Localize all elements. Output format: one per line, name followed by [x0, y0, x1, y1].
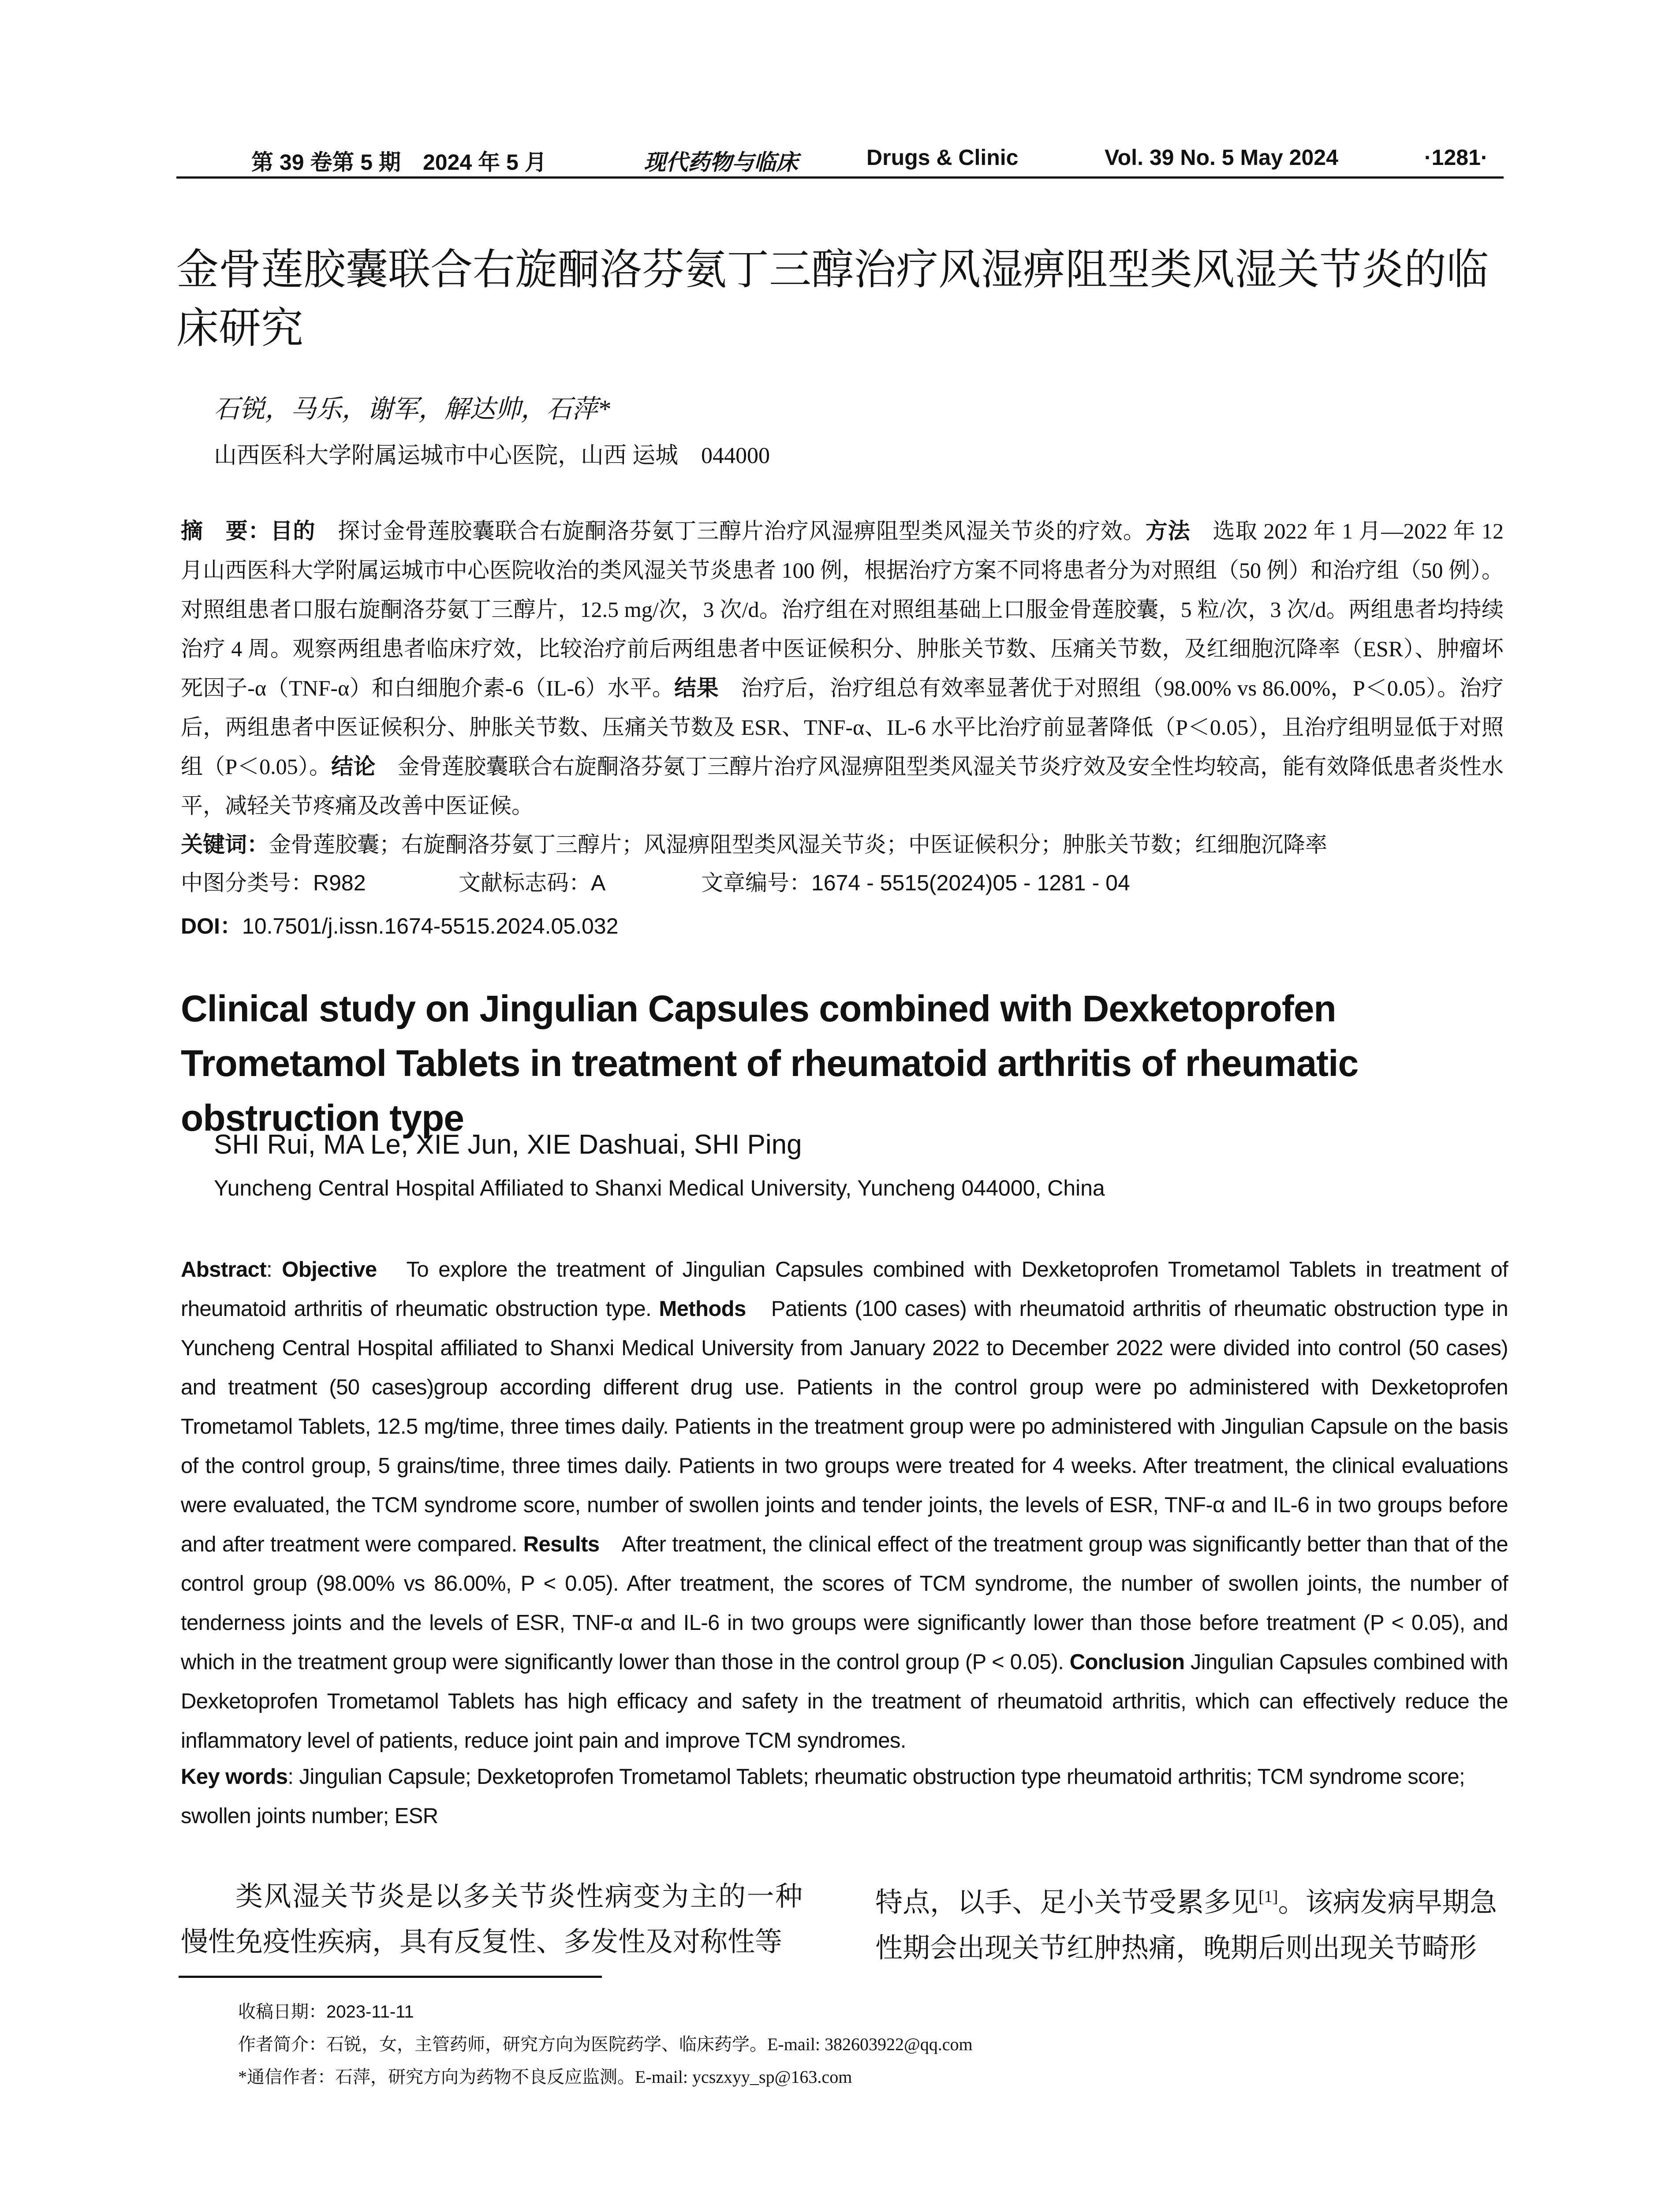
cn-abstract: [181, 512, 1504, 826]
en-abstract-label: Abstract: [181, 1258, 266, 1282]
en-keywords: Key words: Jingulian Capsule; Dexketoprofen Trometamol Tablets; rheumatic obstruction type rheumatoid arthritis; TCM syndrome score; swollen joints number; ESR: [181, 1765, 1465, 1828]
en-objective: To explore the treatment of Jingulian Capsules combined with Dexketoprofen Trometamol Tablets in treatment of rheumatoid arthritis of rheumatic obstruction type.: [181, 1258, 1508, 1321]
article-number: 文章编号：1674 - 5515(2024)05 - 1281 - 04: [701, 871, 1130, 895]
en-abstract: Abstract: Objective To explore the treatment of Jingulian Capsules combined with Dexketoprofen Trometamol Tablets in treatment of rheumatoid arthritis of rheumatic obstruction type. Methods Patients (100 cases) with rheumatoid arthritis of rheumatic obstruction type in Yuncheng Central Hospital affiliated to Shanxi Medical University from January 2022 to December 2022 were divided into control (50 cases) and treatment (50 cases)group according different drug use. Patients in the control group were po administered with Dexketoprofen Trometamol Tablets, 12.5 mg/time, three times daily. Patients in the treatment group were po administered with Jingulian Capsule on the basis of the control group, 5 grains/time, three times daily. Patients in two groups were treated for 4 weeks. After treatment, the clinical evaluations were evaluated, the TCM syndrome score, number of swollen joints and tender joints, the levels of ESR, TNF-α and IL-6 in two groups before and after treatment were compared. Results After treatment, the clinical effect of the treatment group was significantly better than that of the control group (98.00% vs 86.00%, P < 0.05). After treatment, the scores of TCM syndrome, the number of swollen joints, the number of tenderness joints and the levels of ESR, TNF-α and IL-6 in two groups were significantly lower than those before treatment (P < 0.05), and which in the treatment group were significantly lower than those in the control group (P < 0.05). Conclusion Jingulian Capsules combined with Dexketoprofen Trometamol Tablets has high efficacy and safety in the treatment of rheumatoid arthritis, which can effectively reduce the inflammatory level of patients, reduce joint pain and improve TCM syndromes.: [181, 1258, 1508, 1753]
doi-value: 10.7501/j.issn.1674-5515.2024.05.032: [242, 914, 619, 938]
cn-classification: [181, 865, 1504, 896]
en-methods: Patients (100 cases) with rheumatoid arthritis of rheumatic obstruction type in Yuncheng Central Hospital affiliated to Shanxi Medical University from January 2022 to December 2022 were divided into control (50 cases) and treatment (50 cases)group according different drug use. Patients in the control group were po administered with Dexketoprofen Trometamol Tablets, 12.5 mg/time, three times daily. Patients in the treatment group were po administered with Jingulian Capsule on the basis of the control group, 5 grains/time, three times daily. Patients in two groups were treated for 4 weeks. After treatment, the clinical evaluations were evaluated, the TCM syndrome score, number of swollen joints and tender joints, the levels of ESR, TNF-α and IL-6 in two groups before and after treatment were compared.: [181, 1297, 1508, 1556]
en-keywords-label: Key words: [181, 1765, 288, 1789]
en-results: After treatment, the clinical effect of the treatment group was significantly better than that of the control group (98.00% vs 86.00%, P < 0.05). After treatment, the scores of TCM syndrome, the number of swollen joints, the number of tenderness joints and the levels of ESR, TNF-α and IL-6 in two groups were significantly lower than those before treatment (P < 0.05), and which in the treatment group were significantly lower than those in the control group (P < 0.05).: [181, 1532, 1508, 1674]
cn-methods-label: 方法: [1145, 519, 1191, 543]
header-rule: [176, 176, 1504, 179]
footnote-received: 收稿日期：2023-11-11: [238, 2002, 414, 2022]
running-header: [176, 141, 1504, 176]
clc-number: 中图分类号：R982: [181, 871, 366, 895]
cn-abstract-label: 摘 要：目的: [181, 519, 316, 543]
cn-keywords-label: 关键词：: [181, 832, 269, 857]
header-issue-en: Vol. 39 No. 5 May 2024: [1105, 145, 1338, 170]
en-title: Clinical study on Jingulian Capsules combined with Dexketoprofen Trometamol Tablets in treatment of rheumatoid arthritis of rheumatic obstruction type: [181, 988, 1359, 1139]
cn-authors: 石锐，马乐，谢军，解达帅，石萍*: [214, 395, 611, 423]
body-right-text-1: 特点，以手、足小关节受累多见: [875, 1887, 1259, 1918]
footnote-author-bio: 作者简介：石锐，女，主管药师，研究方向为医院药学、临床药学。E-mail: 382603922@qq.com: [238, 2034, 973, 2054]
footnote-corresponding: *通信作者：石萍，研究方向为药物不良反应监测。E-mail: ycszxyy_sp@163.com: [238, 2067, 852, 2087]
en-keywords-text: Jingulian Capsule; Dexketoprofen Trometamol Tablets; rheumatic obstruction type rheumatoid arthritis; TCM syndrome score; swollen joints number; ESR: [181, 1765, 1465, 1828]
doi-label: DOI：: [181, 914, 242, 938]
en-objective-label: Objective: [282, 1258, 377, 1282]
citation-ref[interactable]: [1]: [1258, 1887, 1278, 1906]
en-conclusion: Jingulian Capsules combined with Dexketoprofen Trometamol Tablets has high efficacy and safety in the treatment of rheumatoid arthritis, which can effectively reduce the inflammatory level of patients, reduce joint pain and improve TCM syndromes.: [181, 1650, 1508, 1753]
en-methods-label: Methods: [659, 1297, 746, 1321]
footnote-rule: [179, 1976, 602, 1978]
en-results-label: Results: [523, 1532, 600, 1556]
header-issue-cn: 第 39 卷第 5 期 2024 年 5 月: [251, 150, 547, 175]
body-column-right: [875, 1874, 1497, 1971]
document-code: 文献标志码：A: [459, 871, 606, 895]
cn-title: 金骨莲胶囊联合右旋酮洛芬氨丁三醇治疗风湿痹阻型类风湿关节炎的临床研究: [176, 246, 1489, 352]
cn-results: 治疗后，治疗组总有效率显著优于对照组（98.00% vs 86.00%，P＜0.05）。治疗后，两组患者中医证候积分、肿胀关节数、压痛关节数及 ESR、TNF-α、IL-6 水平比治疗前显著降低（P＜0.05），且治疗组明显低于对照组（P＜0.05）。: [181, 676, 1504, 779]
header-page-number: ·1281·: [1424, 145, 1488, 170]
cn-keywords-text: 金骨莲胶囊；右旋酮洛芬氨丁三醇片；风湿痹阻型类风湿关节炎；中医证候积分；肿胀关节数；红细胞沉降率: [269, 832, 1327, 857]
body-right-text-2: 。该病发病早期急性期会出现关节红肿热痛，晚期后则出现关节畸形: [875, 1887, 1497, 1963]
cn-objective: 探讨金骨莲胶囊联合右旋酮洛芬氨丁三醇片治疗风湿痹阻型类风湿关节炎的疗效。: [315, 519, 1146, 543]
header-journal-en: Drugs & Clinic: [866, 145, 1019, 170]
en-authors: SHI Rui, MA Le, XIE Jun, XIE Dashuai, SHI Ping: [214, 1129, 802, 1160]
en-conclusion-label: Conclusion: [1069, 1650, 1185, 1674]
cn-affiliation: 山西医科大学附属运城市中心医院，山西 运城 044000: [214, 443, 770, 468]
en-affiliation: Yuncheng Central Hospital Affiliated to Shanxi Medical University, Yuncheng 044000, China: [214, 1176, 1105, 1200]
doi: [181, 908, 618, 940]
header-journal-cn: 现代药物与临床: [644, 150, 798, 175]
cn-results-label: 结果: [674, 676, 719, 700]
cn-conclusion: 金骨莲胶囊联合右旋酮洛芬氨丁三醇片治疗风湿痹阻型类风湿关节炎疗效及安全性均较高，能有效降低患者炎性水平，减轻关节疼痛及改善中医证候。: [181, 754, 1504, 818]
cn-keywords: [181, 827, 1504, 859]
cn-methods: 选取 2022 年 1 月—2022 年 12 月山西医科大学附属运城市中心医院收治的类风湿关节炎患者 100 例，根据治疗方案不同将患者分为对照组（50 例）和治疗组（50 例）。对照组患者口服右旋酮洛芬氨丁三醇片，12.5 mg/次，3 次/d。治疗组在对照组基础上口服金骨莲胶囊，5 粒/次，3 次/d。两组患者均持续治疗 4 周。观察两组患者临床疗效，比较治疗前后两组患者中医证候积分、肿胀关节数、压痛关节数，及红细胞沉降率（ESR）、肿瘤坏死因子-α（TNF-α）和白细胞介素-6（IL-6）水平。: [181, 519, 1504, 700]
body-column-left: 类风湿关节炎是以多关节炎性病变为主的一种慢性免疫性疾病，具有反复性、多发性及对称性等: [181, 1882, 803, 1957]
cn-conclusion-label: 结论: [331, 754, 376, 779]
